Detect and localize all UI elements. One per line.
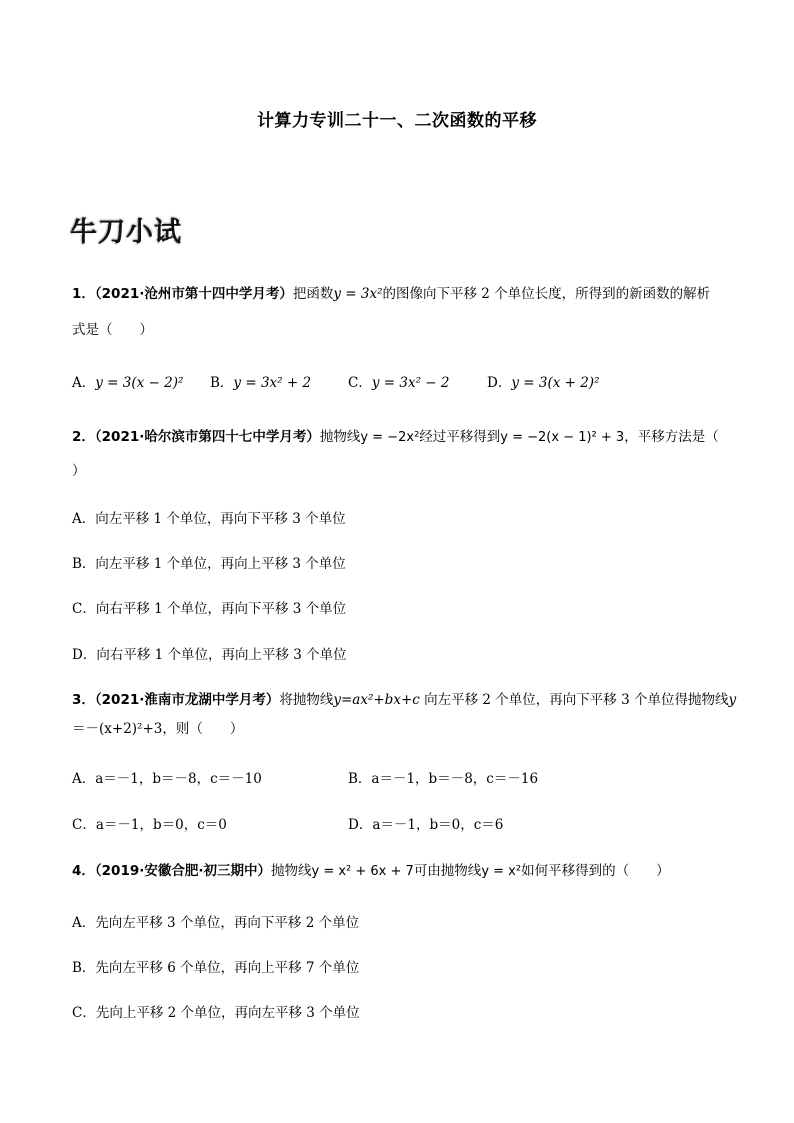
q1-option-c <box>348 371 449 391</box>
question-1-line-2: 式是（ ） <box>72 322 153 338</box>
question-2-source: （2021·哈尔滨市第四十七中学月考） <box>94 429 320 445</box>
question-4-expr-1: y = x² + 6x + 7 <box>311 864 414 879</box>
question-2-expr-2: y = −2(x − 1)² + 3 <box>500 430 625 445</box>
question-2-text-b: 经过平移得到 <box>419 429 501 445</box>
question-1-source: （2021·沧州市第十四中学月考） <box>94 286 293 302</box>
question-2-number: 2． <box>72 429 95 445</box>
q1-option-c-label: C． <box>348 375 372 391</box>
page-title: 计算力专训二十一、二次函数的平移 <box>257 111 537 131</box>
q3-option-b: B．a＝－1，b＝－8，c＝－16 <box>348 771 539 787</box>
question-2 <box>72 427 719 448</box>
q1-option-d <box>487 371 599 391</box>
q1-option-b <box>210 371 311 391</box>
q3-option-a: A．a＝－1，b＝－8，c＝－10 <box>72 771 262 787</box>
question-3-source: （2021·淮南市龙湖中学月考） <box>94 692 280 708</box>
q3-option-c: C．a＝－1，b＝0，c＝0 <box>72 817 227 833</box>
question-4 <box>72 861 670 882</box>
q4-option-b: B．先向左平移 6 个单位，再向上平移 7 个单位 <box>72 960 360 976</box>
q2-option-c: C．向右平移 1 个单位，再向下平移 3 个单位 <box>72 601 347 617</box>
q2-option-b: B．向左平移 1 个单位，再向上平移 3 个单位 <box>72 556 346 572</box>
question-4-expr-2: y = x² <box>481 864 522 879</box>
question-2-line-2: ） <box>72 463 86 479</box>
q1-option-b-label: B． <box>210 375 234 391</box>
question-4-text-a: 抛物线 <box>271 863 312 879</box>
q1-option-d-expr: y = 3(x + 2)² <box>511 375 600 391</box>
question-4-source: （2019·安徽合肥·初三期中） <box>94 863 271 879</box>
question-1-number: 1． <box>72 286 95 302</box>
question-4-number: 4． <box>72 863 95 879</box>
question-4-text-c: 如何平移得到的（ ） <box>521 863 670 879</box>
question-1-text-b: 的图像向下平移 2 个单位长度，所得到的新函数的解析 <box>382 286 711 302</box>
question-3-text-b: 向左平移 2 个单位，再向下平移 3 个单位得抛物线 <box>419 692 729 708</box>
question-2-expr-1: y = −2x² <box>360 430 420 445</box>
section-heading: 牛刀小试 <box>70 217 182 248</box>
q1-option-b-expr: y = 3x² + 2 <box>233 375 312 391</box>
q1-option-c-expr: y = 3x² − 2 <box>371 375 450 391</box>
question-4-text-b: 可由抛物线 <box>413 863 482 879</box>
q1-option-a <box>72 371 183 391</box>
q4-option-c: C．先向上平移 2 个单位，再向左平移 3 个单位 <box>72 1005 360 1021</box>
question-1-expr: y = 3x² <box>333 286 383 302</box>
question-1 <box>72 284 710 304</box>
q2-option-a: A．向左平移 1 个单位，再向下平移 3 个单位 <box>72 511 346 527</box>
q1-option-d-label: D． <box>487 375 512 391</box>
question-3-line-2: ＝－(x+2)²+3，则（ ） <box>72 721 244 737</box>
q1-option-a-label: A． <box>72 375 96 391</box>
question-3-number: 3． <box>72 692 95 708</box>
question-3-text-a: 将抛物线 <box>279 692 334 708</box>
question-3-expr: y=ax²+bx+c <box>333 692 420 708</box>
q2-option-d: D．向右平移 1 个单位，再向上平移 3 个单位 <box>72 647 347 663</box>
question-1-text-a: 把函数 <box>292 286 334 302</box>
question-3-y: y <box>728 692 737 708</box>
question-2-text-a: 抛物线 <box>319 429 361 445</box>
q3-option-d: D．a＝－1，b＝0，c＝6 <box>348 817 504 833</box>
question-3 <box>72 690 736 710</box>
q1-option-a-expr: y = 3(x − 2)² <box>95 375 184 391</box>
question-2-text-c: ，平移方法是（ <box>624 429 719 445</box>
q4-option-a: A．先向左平移 3 个单位，再向下平移 2 个单位 <box>72 915 360 931</box>
